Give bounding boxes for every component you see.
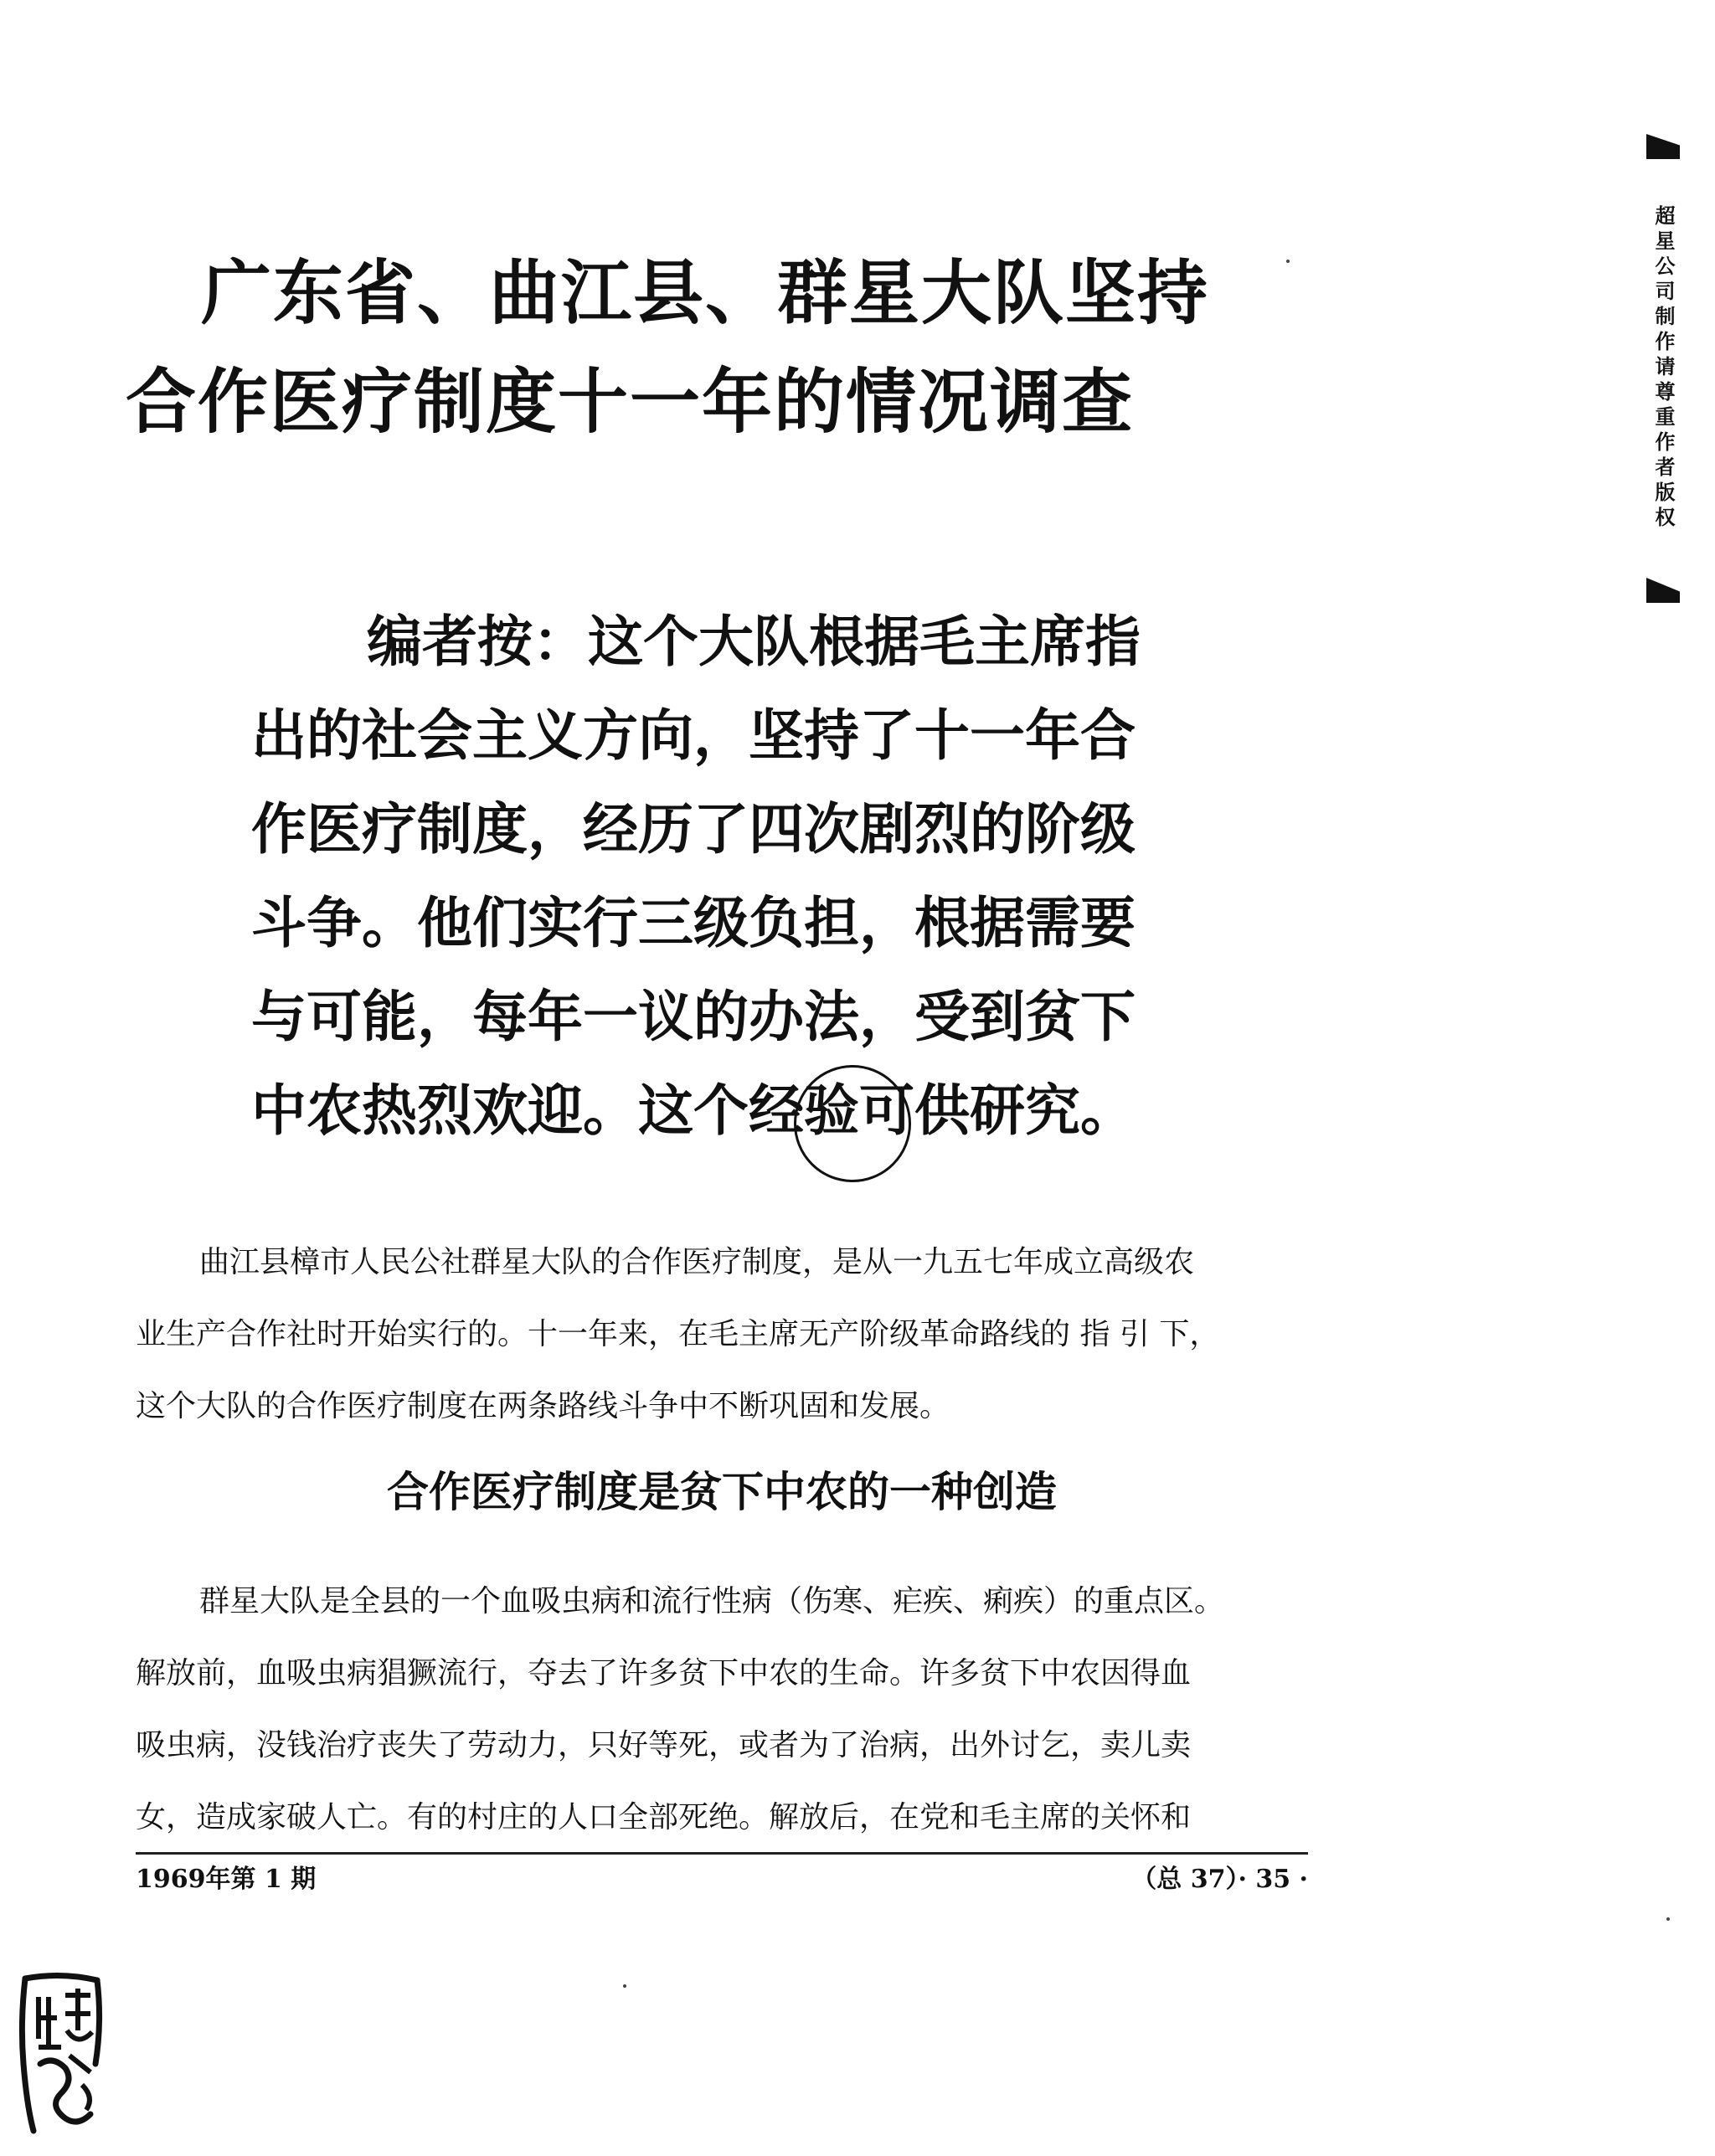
- footer-page-number: （总 37）· 35 ·: [1131, 1865, 1308, 1894]
- banner-top-bar: [1646, 134, 1680, 159]
- footer-issue: 1969年第 1 期: [136, 1865, 317, 1894]
- seal-stamp-icon: [15, 1972, 107, 2139]
- scan-speck: [1286, 260, 1290, 263]
- editor-note: [251, 594, 1206, 1157]
- side-copyright-banner: [1646, 134, 1680, 603]
- article-title-line-2: 合作医疗制度十一年的情况调查: [126, 361, 1135, 443]
- paragraph-line: 吸虫病，没钱治疗丧失了劳动力，只好等死，或者为了治病，出外讨乞，卖儿卖: [136, 1728, 1192, 1762]
- editor-note-text: 这个大队根据毛主席指: [588, 609, 1141, 674]
- paragraph-intro: [136, 1227, 1308, 1443]
- editor-note-line: 与可能，每年一议的办法，受到贫下: [251, 984, 1136, 1049]
- editor-note-label: 编者按：: [367, 609, 588, 674]
- editor-note-line: 出的社会主义方向，坚持了十一年合: [251, 702, 1136, 768]
- handwritten-circle-mark: [794, 1065, 911, 1182]
- paragraph-line: 曲江县樟市人民公社群星大队的合作医疗制度，是从一九五七年成立高级农: [199, 1245, 1195, 1279]
- article-title-line-1: 广东省、曲江县、群星大队坚持: [201, 252, 1210, 334]
- paragraph-line: 群星大队是全县的一个血吸虫病和流行性病（伤寒、疟疾、痢疾）的重点区。: [199, 1584, 1225, 1618]
- paragraph-line: 业生产合作社时开始实行的。十一年来，在毛主席无产阶级革命路线的 指 引 下，: [136, 1317, 1220, 1351]
- scan-speck: [623, 1984, 626, 1988]
- section-heading: 合作医疗制度是贫下中农的一种创造: [387, 1468, 1057, 1516]
- paragraph-line: 解放前，血吸虫病猖獗流行，夺去了许多贫下中农的生命。许多贫下中农因得血: [136, 1656, 1192, 1690]
- scan-speck: [1666, 1917, 1670, 1921]
- editor-note-line: [251, 594, 1206, 688]
- paragraph-line: 女，造成家破人亡。有的村庄的人口全部死绝。解放后，在党和毛主席的关怀和: [136, 1800, 1192, 1834]
- footer-rule: [136, 1852, 1308, 1855]
- paragraph-background: [136, 1566, 1308, 1854]
- editor-note-line: 中农热烈欢迎。这个经验可供研究。: [251, 1078, 1136, 1143]
- editor-note-line: 斗争。他们实行三级负担，根据需要: [251, 890, 1136, 955]
- banner-bottom-bar: [1646, 578, 1680, 603]
- paragraph-line: 这个大队的合作医疗制度在两条路线斗争中不断巩固和发展。: [136, 1389, 950, 1423]
- editor-note-line: 作医疗制度，经历了四次剧烈的阶级: [251, 796, 1136, 862]
- banner-text: 超星公司制作请尊重作者版权: [1651, 205, 1675, 532]
